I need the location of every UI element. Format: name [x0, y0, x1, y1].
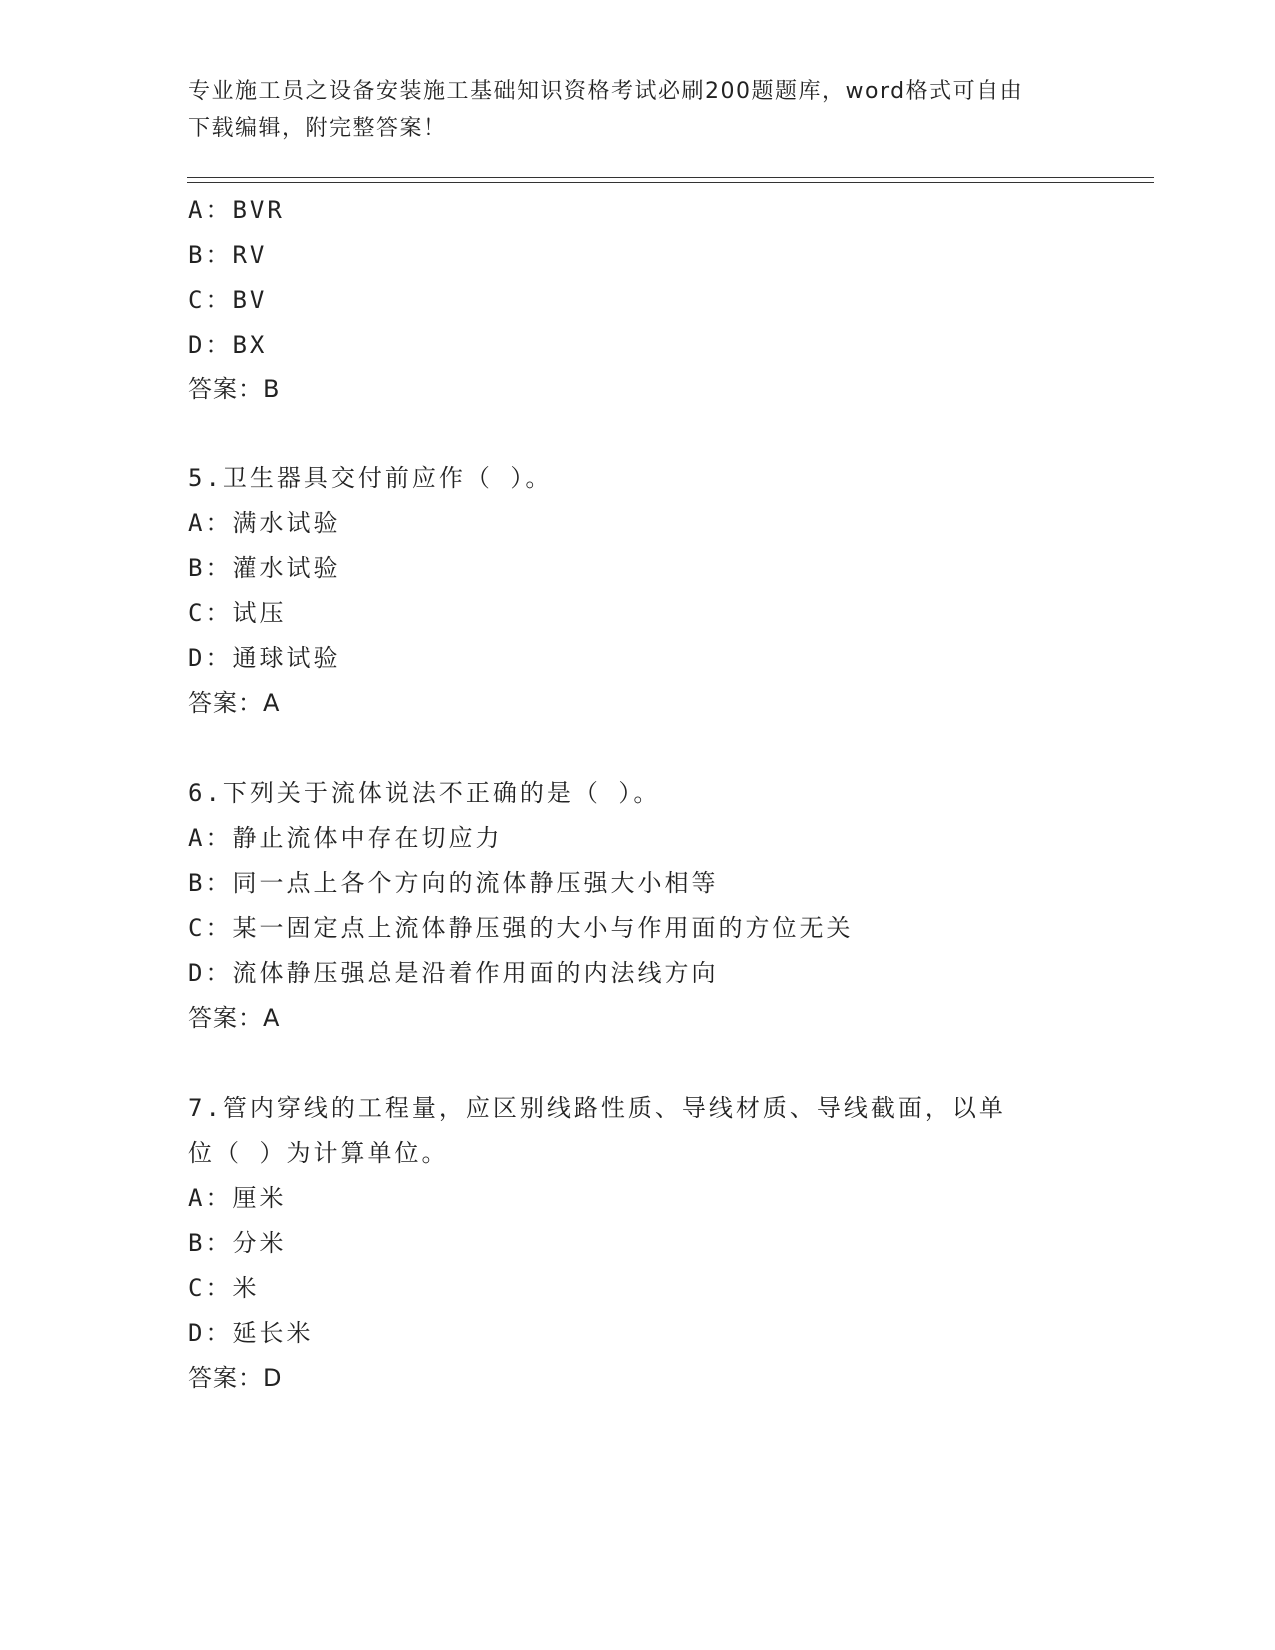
q5-option-b: B：灌水试验 — [188, 554, 341, 582]
q6-option-c: C：某一固定点上流体静压强的大小与作用面的方位无关 — [188, 914, 854, 942]
q5-question: 5.卫生器具交付前应作（ ）。 — [188, 464, 553, 492]
q6-option-d: D：流体静压强总是沿着作用面的内法线方向 — [188, 959, 719, 987]
q7-answer: 答案：D — [188, 1364, 283, 1392]
q5-option-c: C：试压 — [188, 599, 287, 627]
q6-option-b: B：同一点上各个方向的流体静压强大小相等 — [188, 869, 719, 897]
header-line-1: 专业施工员之设备安装施工基础知识资格考试必刷200题题库，word格式可自由 — [188, 79, 1024, 104]
header-divider-bottom — [187, 182, 1154, 183]
header-line-2: 下载编辑，附完整答案！ — [188, 116, 447, 141]
q7-option-b: B：分米 — [188, 1229, 287, 1257]
q6-answer: 答案：A — [188, 1004, 281, 1032]
document-header — [188, 73, 1088, 147]
q4-option-b: B：RV — [188, 241, 268, 269]
q7-option-c: C：米 — [188, 1274, 260, 1302]
q7-option-d: D：延长米 — [188, 1319, 314, 1347]
q5-option-d: D：通球试验 — [188, 644, 341, 672]
q5-option-a: A：满水试验 — [188, 509, 341, 537]
q6-option-a: A：静止流体中存在切应力 — [188, 824, 503, 852]
q7-question-line-2: 位（ ）为计算单位。 — [188, 1139, 449, 1167]
q4-answer: 答案：B — [188, 375, 281, 403]
q5-answer: 答案：A — [188, 689, 281, 717]
q4-option-a: A：BVR — [188, 196, 285, 224]
q4-option-c: C：BV — [188, 286, 268, 314]
q4-option-d: D：BX — [188, 331, 268, 359]
header-divider-top — [187, 177, 1154, 178]
q7-question-line-1: 7.管内穿线的工程量，应区别线路性质、导线材质、导线截面，以单 — [188, 1094, 1006, 1122]
q6-question: 6.下列关于流体说法不正确的是（ ）。 — [188, 779, 661, 807]
q7-option-a: A：厘米 — [188, 1184, 287, 1212]
